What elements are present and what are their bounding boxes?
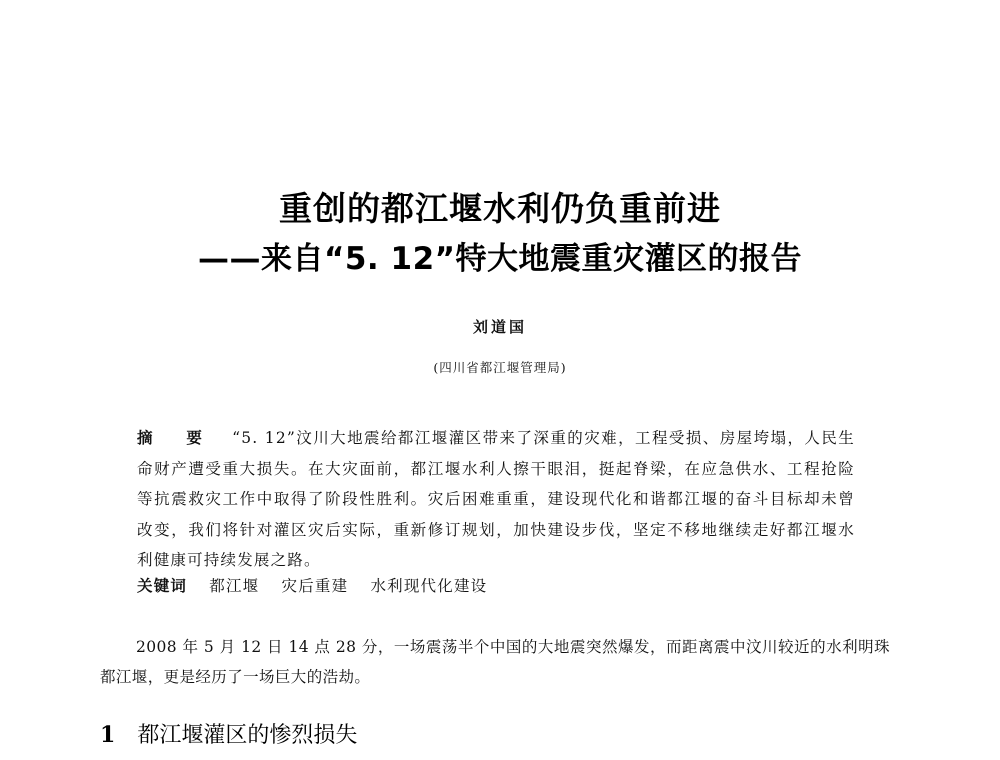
section-title: 都江堰灌区的惨烈损失 [137, 723, 358, 748]
abstract-label: 摘 要 [137, 428, 217, 447]
author-name: 刘道国 [472, 318, 527, 336]
abstract [137, 423, 855, 576]
keyword-item: 水利现代化建设 [370, 577, 488, 595]
section-heading [100, 718, 357, 749]
section-number: 1 [100, 722, 116, 748]
body-paragraph: 2008 年 5 月 12 日 14 点 28 分，一场震荡半个中国的大地震突然爆发，而距离震中汶川较近的水利明珠都江堰，更是经历了一场巨大的浩劫。 [100, 638, 890, 686]
paper-title: 重创的都江堰水利仍负重前进 [279, 189, 721, 228]
keyword-item: 灾后重建 [281, 577, 349, 595]
abstract-text: “5. 12”汶川大地震给都江堰灌区带来了深重的灾难，工程受损、房屋垮塌，人民生命财产遭受重大损失。在大灾面前，都江堰水利人擦干眼泪，挺起脊梁，在应急供水、工程抢险等抗震救灾工作中取得了阶段性胜利。灾后困难重重，建设现代化和谐都江堰的奋斗目标却未曾改变，我们将针对灌区灾后实际，重新修订规划，加快建设步伐，坚定不移地继续走好都江堰水利健康可持续发展之路。 [137, 429, 855, 569]
keywords-label: 关键词 [137, 576, 188, 595]
keywords [137, 574, 503, 596]
author-affiliation: (四川省都江堰管理局) [433, 360, 567, 375]
keyword-item: 都江堰 [209, 577, 260, 595]
paper-subtitle: ——来自“5. 12”特大地震重灾灌区的报告 [197, 241, 803, 277]
